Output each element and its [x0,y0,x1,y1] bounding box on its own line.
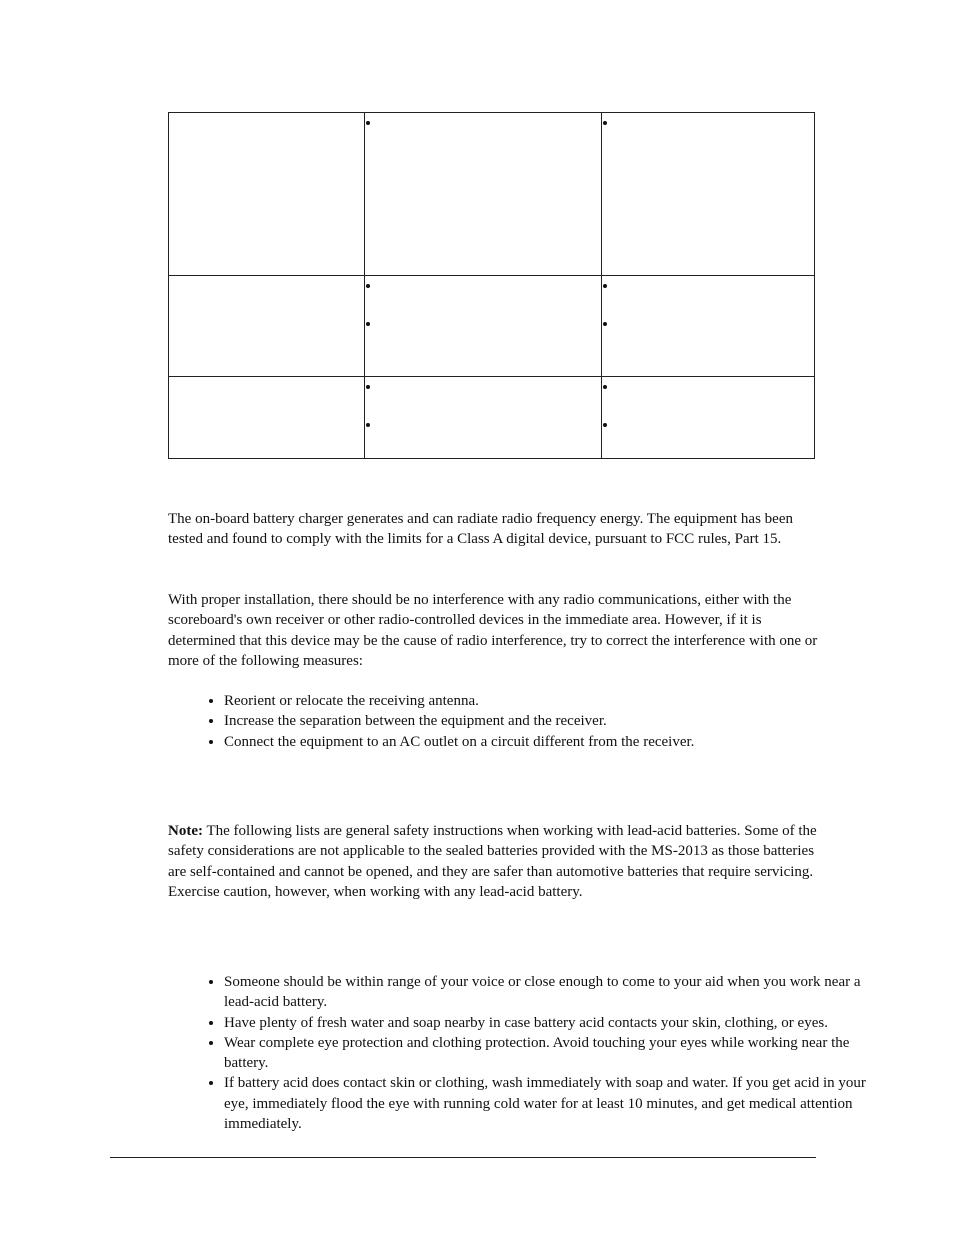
list-item: • Increase the separation between the equipment and the receiver. [224,711,874,731]
fcc-paragraph: The on-board battery charger generates and can radiate radio frequency energy. The equipment has been tested and found to comply with the limits for a Class A digital device, pursuant to FCC rules, Part 15. [168,511,793,548]
table-row [169,377,815,459]
list-item: • Connect the equipment to an AC outlet on a circuit different from the receiver. [224,732,874,752]
table-cell [602,377,815,459]
table-cell [602,113,815,276]
empty-bullet [618,379,814,399]
list-item: • Someone should be within range of your voice or close enough to come to your aid when you work near a lead-acid battery. [224,972,874,1013]
table-cell [169,377,365,459]
table-cell [365,113,602,276]
list-item: • Reorient or relocate the receiving antenna. [224,691,874,711]
note-text: The following lists are general safety instructions when working with lead-acid batteries. Some of the safety considerations are not applicable to the sealed batteries provided with the MS-2013 as those batteries are self-contained and cannot be opened, and they are safer than automotive batteries that require servicing. Exercise caution, however, when working with any lead-acid battery. [168,823,817,900]
list-item: • Have plenty of fresh water and soap nearby in case battery acid contacts your skin, clothing, or eyes. [224,1013,874,1033]
table-cell [365,276,602,377]
empty-bullet [381,115,601,135]
table-cell [365,377,602,459]
empty-bullet [618,278,814,298]
list-item: • If battery acid does contact skin or clothing, wash immediately with soap and water. If you get acid in your eye, immediately flood the eye with running cold water for at least 10 minutes, and get medical attention immediately. [224,1073,874,1134]
note-label: Note: [168,823,203,839]
interference-paragraph: With proper installation, there should be no interference with any radio communications, either with the scoreboard's own receiver or other radio-controlled devices in the immediate area. However, if it is determined that this device may be the cause of radio interference, try to correct the interference with one or more of the following measures: [168,592,818,669]
empty-bullet [381,379,601,399]
safety-instructions-list [168,972,874,1134]
safety-note [168,821,818,902]
troubleshooting-table [168,112,815,459]
empty-bullet [381,417,601,437]
empty-bullet [618,417,814,437]
table-row [169,276,815,377]
empty-bullet [618,316,814,336]
empty-bullet [381,316,601,336]
empty-bullet [381,278,601,298]
footer-divider [110,1157,816,1158]
interference-measures-list [168,691,874,752]
empty-bullet [618,115,814,135]
table-cell [602,276,815,377]
table-cell [169,276,365,377]
table-cell [169,113,365,276]
table-row [169,113,815,276]
list-item: • Wear complete eye protection and clothing protection. Avoid touching your eyes while working near the battery. [224,1033,874,1074]
